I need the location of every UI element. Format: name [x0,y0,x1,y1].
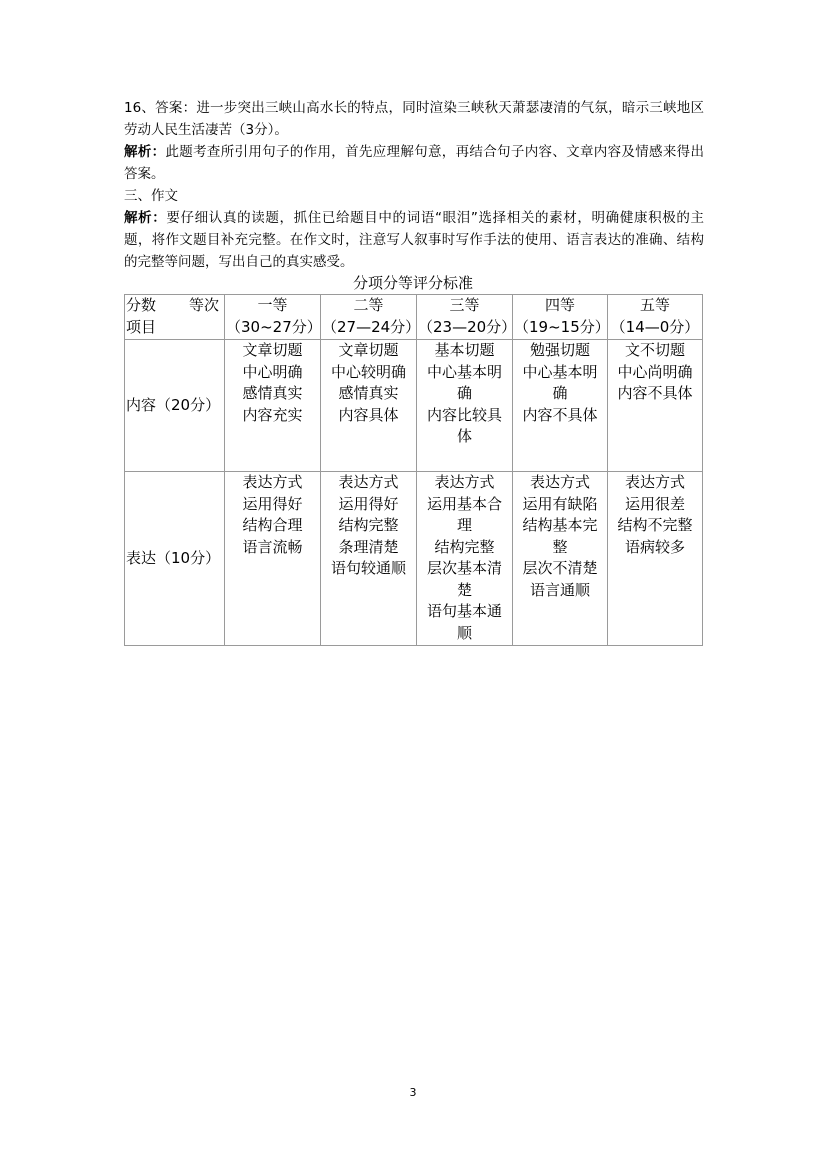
cell-text-line: 内容不具体 [522,405,598,424]
answer-16-analysis [124,141,704,185]
cell-text-line: 中心基本明 [426,362,502,381]
grade-name: 四等 [544,296,575,314]
cell-text-line: 确 [552,384,568,402]
cell-text-line: 条理清楚 [338,537,399,556]
cell-text-line: 中心基本明 [522,362,598,381]
corner-item: 项目 [126,317,157,336]
grade-name: 三等 [449,296,480,314]
table-row-content [125,340,703,472]
grade-name: 二等 [353,296,384,314]
cell-text-line: 中心尚明确 [617,362,693,381]
table-cell [321,340,417,472]
corner-grade: 等次 [188,296,219,314]
cell-text-line: 顺 [456,623,472,642]
grade-range: （23—20分） [418,317,517,336]
answer-16-text: 16、答案：进一步突出三峡山高水长的特点，同时渲染三峡秋天萧瑟凄清的气氛，暗示三峡地区劳动人民生活凄苦（3分）。 [124,100,704,138]
table-cell [225,340,321,472]
cell-text-line: 结构不完整 [617,516,693,534]
cell-text-line: 文不切题 [624,341,685,359]
grade-range: （30~27分） [226,317,322,336]
grade-name: 一等 [257,296,288,314]
grade-range: （14—0分） [610,317,700,336]
cell-text-line: 中心较明确 [330,362,406,381]
cell-text-line: 感情真实 [242,384,303,402]
table-cell [513,472,608,646]
cell-text-line: 理 [456,516,472,534]
cell-text-line: 内容比较具 [426,405,502,424]
cell-text-line: 表达方式 [338,473,399,491]
cell-text-line: 表达方式 [624,473,685,491]
grade-header [608,295,703,340]
cell-text-line: 文章切题 [338,341,399,359]
grade-header [417,295,517,340]
cell-text-line: 内容不具体 [617,384,693,402]
cell-text-line: 语言流畅 [242,537,303,556]
grade-header [513,295,608,340]
cell-text-line: 结构合理 [242,516,303,534]
row-label: 内容（20分） [125,340,225,472]
cell-text-line: 整 [552,537,568,556]
grade-range: （27—24分） [322,317,421,336]
analysis-text: 要仔细认真的读题，抓住已给题目中的词语“眼泪”选择相关的素材，明确健康积极的主题，将作文题目补充完整。在作文时，注意写人叙事时写作手法的使用、语言表达的准确、结构的完整等问题，写出自己的真实感受。 [124,210,704,270]
table-header-row [125,295,703,340]
essay-analysis [124,207,704,273]
cell-text-line: 文章切题 [242,341,303,359]
cell-text-line: 语句基本通 [426,602,502,620]
cell-text-line: 语句较通顺 [330,559,406,577]
cell-text-line: 结构完整 [434,537,495,556]
grade-header [225,295,321,340]
cell-text-line: 表达方式 [434,473,495,491]
table-cell [225,472,321,646]
grading-table [124,294,703,646]
cell-text-line: 感情真实 [338,384,399,402]
cell-text-line: 内容充实 [242,405,303,424]
grade-range: （19~15分） [514,317,610,336]
table-cell [417,340,513,472]
cell-text-line: 基本切题 [434,341,495,359]
table-cell [608,472,703,646]
section-title: 三、作文 [124,188,178,204]
analysis-text: 此题考查所引用句子的作用，首先应理解句意，再结合句子内容、文章内容及情感来得出答案。 [124,144,705,182]
cell-text-line: 语言通顺 [529,580,590,599]
table-row-expression [125,472,703,646]
cell-text-line: 内容具体 [338,405,399,424]
cell-text-line: 体 [456,427,472,445]
cell-text-line: 运用得好 [338,494,399,513]
cell-text-line: 表达方式 [242,473,303,491]
cell-text-line: 层次基本清 [426,559,502,577]
analysis-label: 解析： [124,144,166,160]
cell-text-line: 表达方式 [529,473,590,491]
cell-text-line: 结构基本完 [522,516,598,534]
corner-score: 分数 [126,296,157,314]
cell-text-line: 运用得好 [242,494,303,513]
grade-name: 五等 [639,296,670,314]
table-cell [513,340,608,472]
grade-header [321,295,421,340]
corner-top [126,295,223,317]
cell-text-line: 运用有缺陷 [522,494,598,513]
page-number: 3 [409,1086,417,1099]
cell-text-line: 确 [456,384,472,402]
cell-text-line: 楚 [456,580,472,599]
table-cell [608,340,703,472]
cell-text-line: 勉强切题 [529,341,590,359]
table-cell [417,472,513,646]
analysis-label: 解析： [124,210,167,226]
table-title: 分项分等评分标准 [352,274,473,292]
table-cell [321,472,417,646]
cell-text-line: 运用基本合 [426,494,502,513]
cell-text-line: 结构完整 [338,516,399,534]
row-label: 表达（10分） [125,472,225,646]
corner-cell [125,295,225,340]
cell-text-line: 中心明确 [242,362,303,381]
cell-text-line: 运用很差 [624,494,685,513]
cell-text-line: 语病较多 [624,537,685,556]
cell-text-line: 层次不清楚 [522,559,598,577]
